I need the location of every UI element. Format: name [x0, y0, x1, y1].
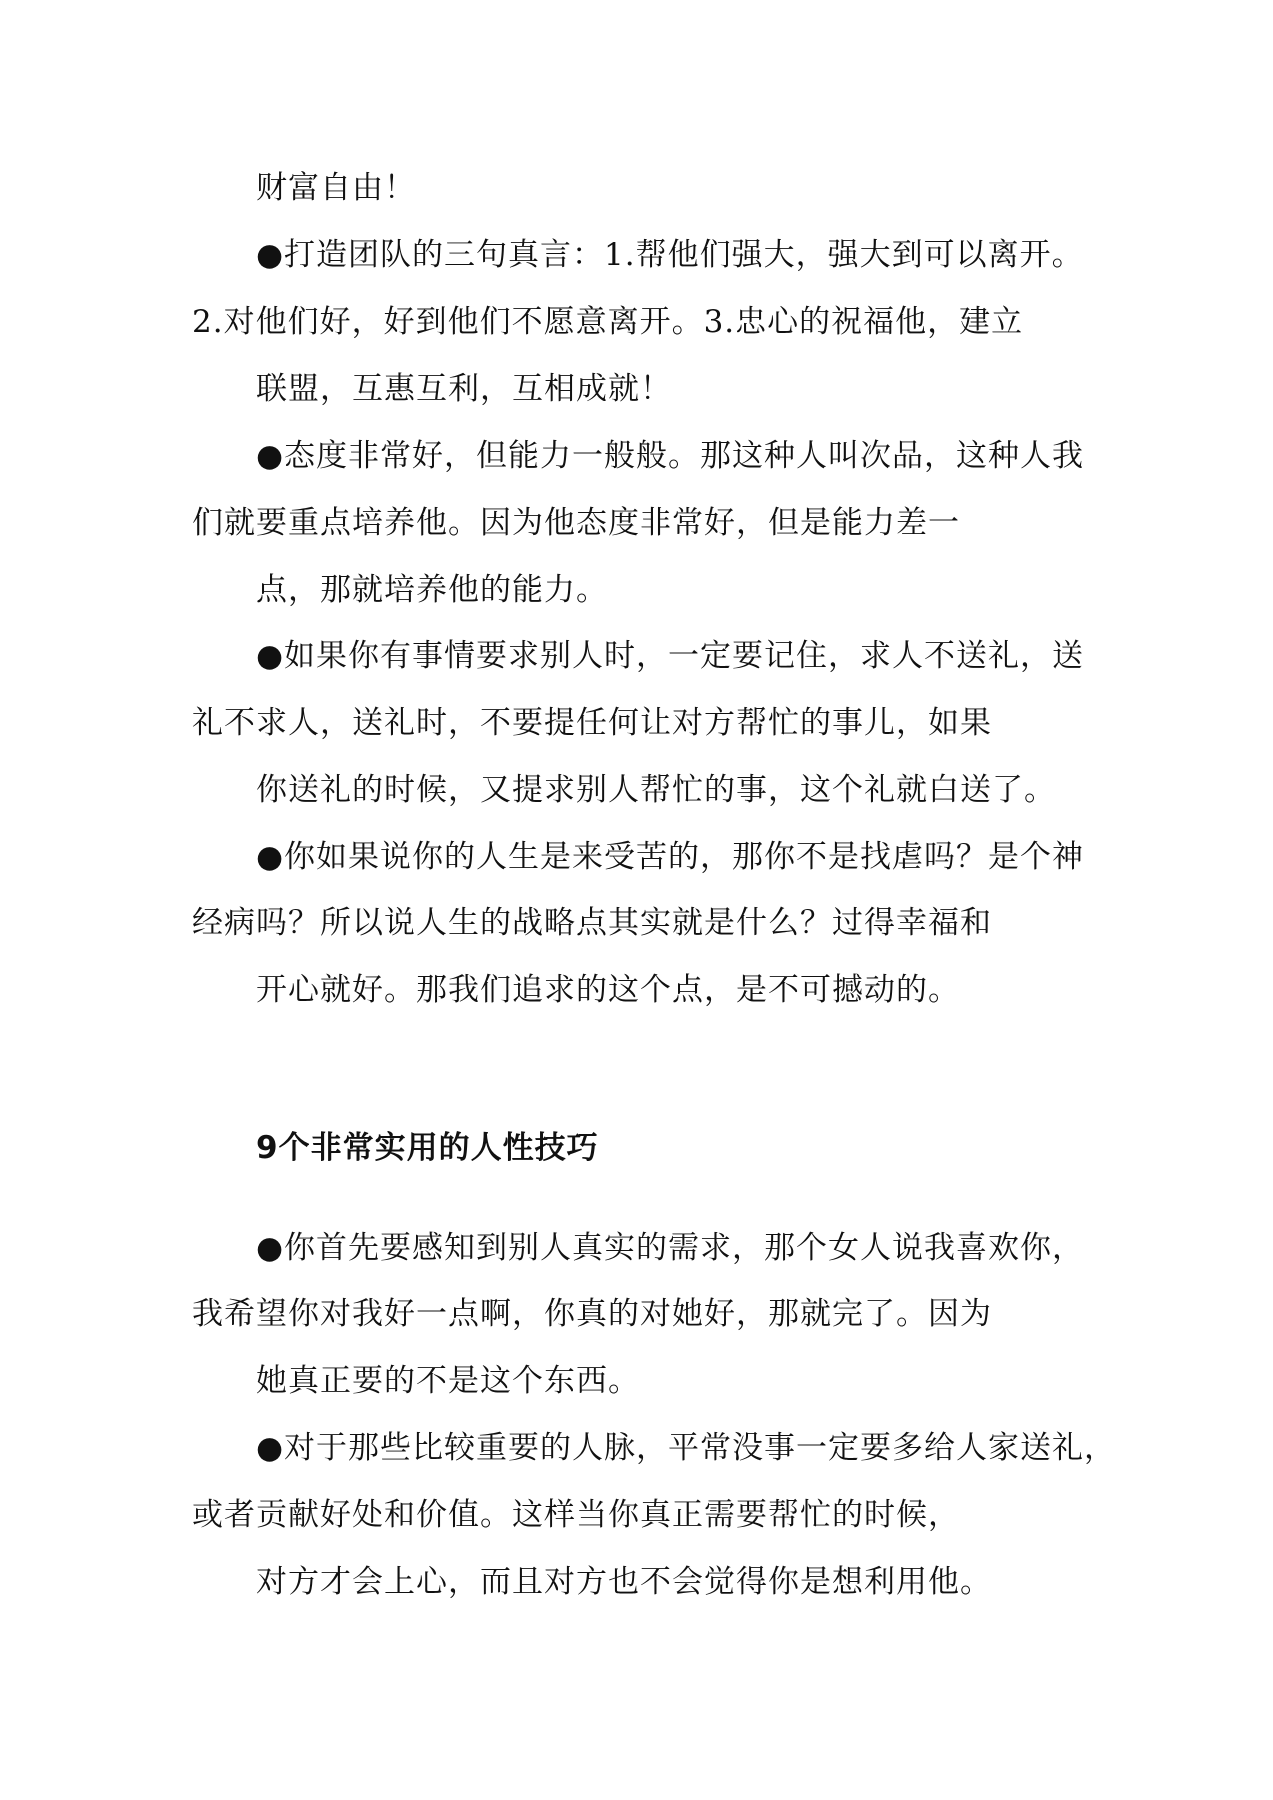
paragraph-line: 或者贡献好处和价值。这样当你真正需要帮忙的时候，	[192, 1497, 960, 1533]
paragraph-line: 对方才会上心，而且对方也不会觉得你是想利用他。	[256, 1564, 992, 1600]
section-heading: 9个非常实用的人性技巧	[256, 1130, 599, 1166]
paragraph-line: ●对于那些比较重要的人脉，平常没事一定要多给人家送礼，	[256, 1430, 1117, 1466]
paragraph-line: 2.对他们好，好到他们不愿意离开。3.忠心的祝福他，建立	[192, 304, 1024, 340]
paragraph-line: 联盟，互惠互利，互相成就！	[256, 371, 672, 407]
paragraph-line: ●你如果说你的人生是来受苦的，那你不是找虐吗？是个神	[256, 839, 1085, 875]
paragraph-line: ●态度非常好，但能力一般般。那这种人叫次品，这种人我	[256, 438, 1085, 474]
paragraph-line: 她真正要的不是这个东西。	[256, 1363, 640, 1399]
paragraph-line: 开心就好。那我们追求的这个点，是不可撼动的。	[256, 972, 960, 1008]
paragraph-line: ●如果你有事情要求别人时，一定要记住，求人不送礼，送	[256, 638, 1085, 674]
paragraph-line: 你送礼的时候，又提求别人帮忙的事，这个礼就白送了。	[256, 772, 1056, 808]
paragraph-line: 们就要重点培养他。因为他态度非常好，但是能力差一	[192, 505, 960, 541]
paragraph-line: 礼不求人，送礼时，不要提任何让对方帮忙的事儿，如果	[192, 705, 992, 741]
paragraph-line: 点，那就培养他的能力。	[256, 572, 608, 608]
paragraph-line: ●你首先要感知到别人真实的需求，那个女人说我喜欢你，	[256, 1230, 1085, 1266]
paragraph-line: ●打造团队的三句真言：1.帮他们强大，强大到可以离开。	[256, 237, 1084, 273]
paragraph-line: 经病吗？所以说人生的战略点其实就是什么？过得幸福和	[192, 905, 992, 941]
paragraph-line: 财富自由！	[256, 170, 416, 206]
paragraph-line: 我希望你对我好一点啊，你真的对她好，那就完了。因为	[192, 1296, 992, 1332]
